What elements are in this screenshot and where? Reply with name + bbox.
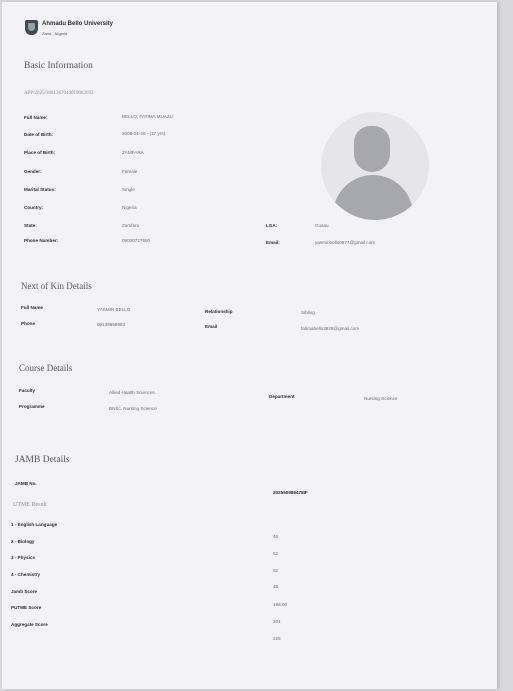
department-label: Department	[269, 394, 295, 399]
basic-value: 09030727660	[122, 238, 151, 243]
jamb-title: JAMB Details	[15, 455, 70, 465]
subject-label: 2 - Biology	[11, 539, 35, 544]
kin-email-value: fatimabello3928@gmail.com	[301, 326, 360, 331]
profile-photo-placeholder-icon	[321, 112, 429, 220]
lga-value: Gusau	[315, 223, 329, 228]
score-value: 46	[273, 534, 279, 539]
kin-name-value: YASMIN BELLO	[97, 307, 131, 312]
basic-label: State:	[24, 223, 37, 228]
basic-label: Country:	[24, 205, 44, 210]
basic-value: Single	[122, 187, 135, 192]
email-label: Email:	[266, 240, 280, 245]
faculty-value: Allied Health Sciences	[109, 390, 155, 395]
kin-phone-label: Phone	[21, 321, 36, 326]
score-label: Jamb Score	[11, 589, 38, 594]
score-value: 198.00	[273, 602, 288, 607]
subject-label: 4 - Chemistry	[11, 572, 41, 577]
department-value: Nursing Science	[364, 396, 398, 401]
university-location: Zaria - Nigeria	[42, 31, 68, 36]
email-value: yasminbello0677@gmail.com	[315, 240, 376, 245]
score-label: Aggregate Score	[11, 622, 48, 627]
lga-label: LGA:	[266, 223, 278, 228]
score-value: 225	[273, 636, 281, 641]
basic-value: 2008-01-28 - (17 yrs)	[122, 131, 166, 136]
basic-label: Phone Number:	[24, 238, 59, 243]
basic-value: Nigeria	[122, 205, 137, 210]
kin-relationship-value: Sibling	[301, 310, 315, 315]
basic-value: Female	[122, 169, 138, 174]
course-title: Course Details	[19, 363, 73, 373]
basic-value: Zamfara	[122, 223, 140, 228]
faculty-label: Faculty	[19, 388, 36, 393]
application-number: APP/2025/3681367046019062692	[24, 91, 94, 96]
kin-name-label: Full Name	[21, 305, 43, 310]
programme-value: BNSc. Nursing Science	[109, 406, 157, 411]
kin-title: Next of Kin Details	[21, 281, 92, 291]
university-name: Ahmadu Bello University	[42, 21, 114, 27]
score-value: 201	[273, 619, 281, 624]
basic-label: Place of Birth:	[24, 150, 56, 155]
basic-label: Full Name:	[24, 115, 48, 120]
basic-label: Date of Birth:	[24, 132, 54, 137]
programme-label: Programme	[19, 404, 45, 409]
score-label: PUTME Score	[11, 605, 42, 610]
university-logo-icon	[25, 20, 38, 35]
kin-relationship-label: Relationship	[205, 309, 233, 314]
jamb-no-label: JAMB No.	[15, 481, 37, 486]
subject-label: 3 - Physics	[11, 555, 36, 560]
kin-email-label: Email	[205, 324, 218, 329]
basic-info-title: Basic Information	[24, 61, 93, 71]
basic-label: Gender:	[24, 169, 42, 174]
basic-value: BELLO, FATIMA MUAZU	[122, 114, 173, 119]
utme-result-title: UTME Result	[13, 502, 47, 508]
admission-document	[2, 2, 497, 689]
basic-value: ZAMFARA	[122, 150, 144, 155]
score-value: 62	[273, 551, 279, 556]
subject-label: 1 - English Language	[11, 522, 58, 527]
basic-label: Marital Status:	[24, 187, 56, 192]
score-value: 48	[273, 584, 279, 589]
jamb-no-value: 202550986478IF	[273, 490, 308, 495]
kin-phone-value: 09139658983	[97, 322, 126, 327]
score-value: 62	[273, 568, 279, 573]
